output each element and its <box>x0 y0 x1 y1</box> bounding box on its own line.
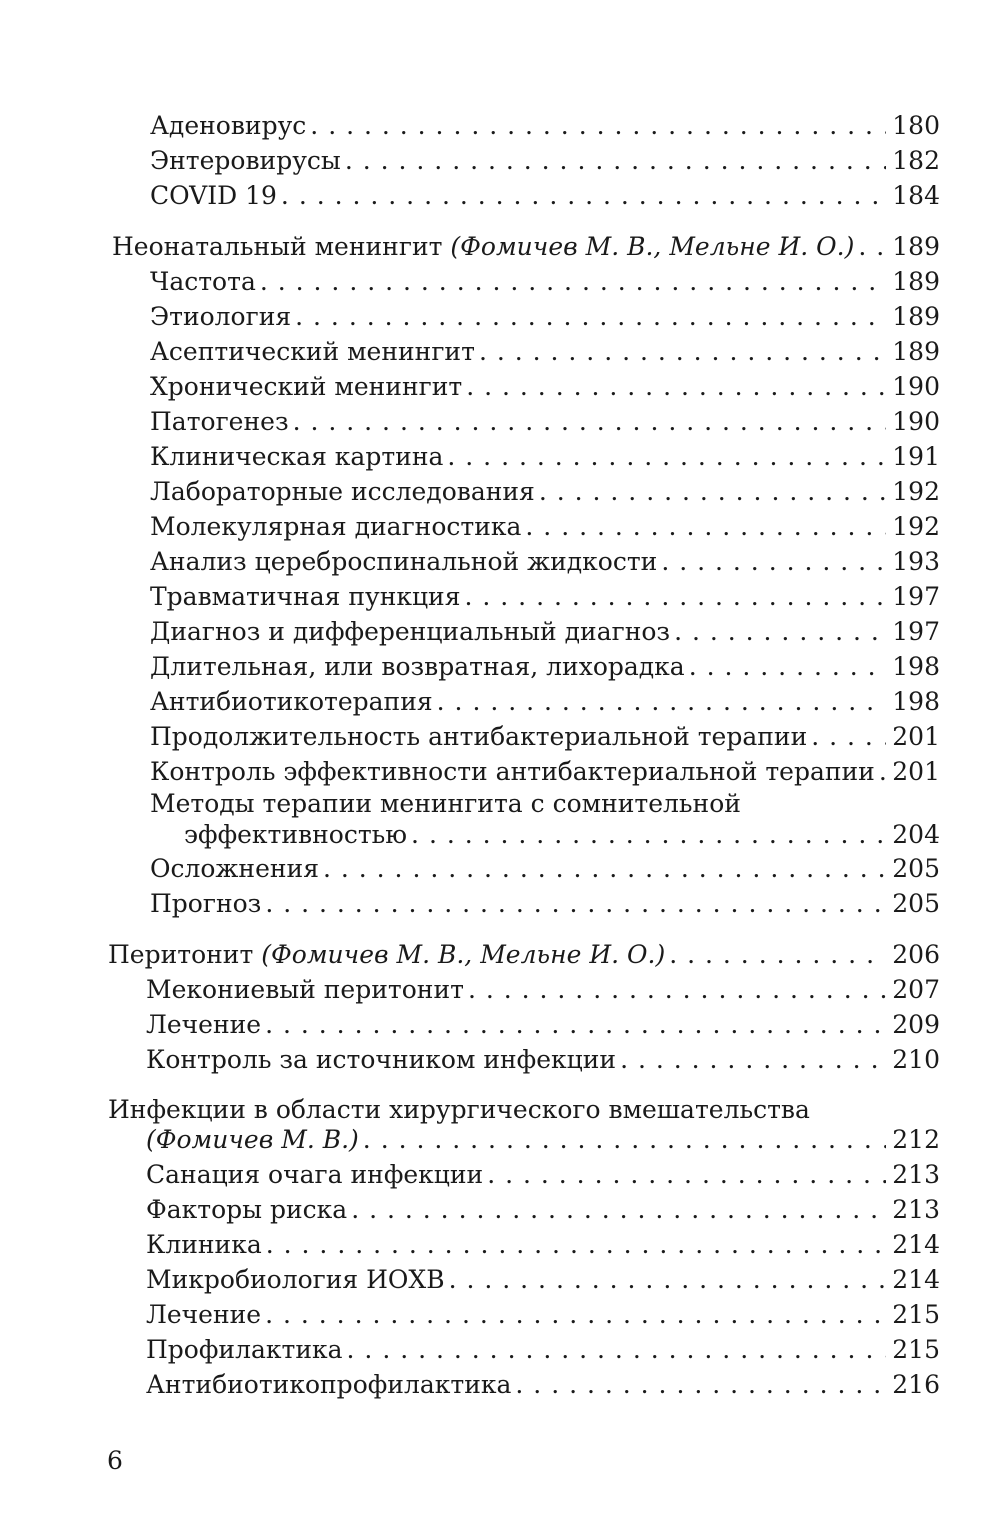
toc-entry-page: 198 <box>892 687 940 716</box>
toc-entry-title: Осложнения <box>150 854 319 883</box>
dot-leader <box>347 1334 887 1366</box>
toc-entry-page: 189 <box>892 302 940 331</box>
dot-leader <box>265 1299 886 1331</box>
toc-entry-title: Антибиотикотерапия <box>150 687 433 716</box>
section-title: Неонатальный менингит (Фомичев М. В., Мельне И. О.) <box>112 232 855 261</box>
section-title-line1: Инфекции в области хирургического вмешательства <box>108 1095 810 1124</box>
toc-entry-title: эффективностью <box>184 820 408 849</box>
toc-entry <box>146 974 940 1006</box>
toc-entry-page: 190 <box>892 372 940 401</box>
toc-entry <box>150 145 940 177</box>
toc-entry-page: 197 <box>892 617 940 646</box>
dot-leader <box>266 1229 887 1261</box>
dot-leader <box>281 180 886 212</box>
section-author: (Фомичев М. В., Мельне И. О.) <box>261 940 666 969</box>
toc-entry <box>146 1369 940 1401</box>
dot-leader <box>620 1044 886 1076</box>
dot-leader <box>449 1264 887 1296</box>
toc-entry-page: 215 <box>892 1300 940 1329</box>
dot-leader <box>351 1194 886 1226</box>
dot-leader <box>411 819 886 851</box>
toc-entry <box>150 546 940 578</box>
page-number: 6 <box>107 1446 123 1475</box>
toc-entry-title: Прогноз <box>150 889 262 918</box>
dot-leader <box>345 145 886 177</box>
toc-entry-title: Клиническая картина <box>150 442 444 471</box>
toc-entry-title: Аденовирус <box>150 111 307 140</box>
toc-entry-title: Лечение <box>146 1010 262 1039</box>
toc-section-heading <box>146 1124 940 1156</box>
toc-entry-title: Микробиология ИОХВ <box>146 1265 445 1294</box>
toc-entry-page: 213 <box>892 1160 940 1189</box>
dot-leader <box>310 110 886 142</box>
toc-entry-page: 189 <box>892 337 940 366</box>
toc-entry <box>150 581 940 613</box>
section-page: 212 <box>892 1125 940 1154</box>
toc-entry <box>150 371 940 403</box>
dot-leader <box>265 888 886 920</box>
toc-entry <box>146 1264 940 1296</box>
section-page: 206 <box>892 940 940 969</box>
toc-entry-title: Длительная, или возвратная, лихорадка <box>150 652 685 681</box>
toc-entry-title: Патогенез <box>150 407 289 436</box>
toc-entry <box>150 336 940 368</box>
dot-leader <box>465 581 887 613</box>
dot-leader <box>811 721 886 753</box>
toc-entry-page: 189 <box>892 267 940 296</box>
dot-leader <box>525 511 886 543</box>
section-author: (Фомичев М. В., Мельне И. О.) <box>450 232 855 261</box>
toc-entry <box>150 406 940 438</box>
toc-entry <box>146 1044 940 1076</box>
toc-entry-page: 205 <box>892 889 940 918</box>
section-title: Перитонит (Фомичев М. В., Мельне И. О.) <box>108 940 666 969</box>
toc-entry <box>150 853 940 885</box>
toc-entry <box>146 1009 940 1041</box>
toc-entry-page: 182 <box>892 146 940 175</box>
toc-entry-title: Факторы риска <box>146 1195 348 1224</box>
dot-leader <box>363 1124 886 1156</box>
toc-entry-title: Молекулярная диагностика <box>150 512 522 541</box>
toc-entry-title: Санация очага инфекции <box>146 1160 484 1189</box>
dot-leader <box>858 231 886 263</box>
toc-entry-page: 192 <box>892 512 940 541</box>
toc-entry-page: 207 <box>892 975 940 1004</box>
toc-entry-title-line1: Методы терапии менингита с сомнительной <box>150 789 741 818</box>
dot-leader <box>260 266 886 298</box>
dot-leader <box>293 406 887 438</box>
toc-entry <box>184 819 940 851</box>
toc-entry-title: Клиника <box>146 1230 262 1259</box>
dot-leader <box>879 756 886 788</box>
section-page: 189 <box>892 232 940 261</box>
toc-entry-title: Лечение <box>146 1300 262 1329</box>
toc-entry-title: Продолжительность антибактериальной терапии <box>150 722 808 751</box>
toc-entry-page: 184 <box>892 181 940 210</box>
section-author: (Фомичев М. В.) <box>146 1125 359 1154</box>
dot-leader <box>539 476 886 508</box>
dot-leader <box>487 1159 886 1191</box>
toc-entry-title: COVID 19 <box>150 181 277 210</box>
dot-leader <box>479 336 886 368</box>
toc-entry <box>150 441 940 473</box>
toc-entry-page: 214 <box>892 1265 940 1294</box>
toc-entry-title: Частота <box>150 267 256 296</box>
toc-entry-title: Хронический менингит <box>150 372 463 401</box>
toc-entry-title: Профилактика <box>146 1335 343 1364</box>
toc-entry <box>146 1194 940 1226</box>
dot-leader <box>447 441 886 473</box>
dot-leader <box>323 853 886 885</box>
toc-entry <box>150 180 940 212</box>
toc-entry-page: 201 <box>892 722 940 751</box>
dot-leader <box>466 371 886 403</box>
toc-section-heading <box>112 231 940 263</box>
toc-entry <box>146 1334 940 1366</box>
dot-leader <box>515 1369 886 1401</box>
toc-entry <box>146 1159 940 1191</box>
toc-entry-title: Энтеровирусы <box>150 146 341 175</box>
toc-entry-page: 198 <box>892 652 940 681</box>
toc-entry-page: 197 <box>892 582 940 611</box>
toc-entry-page: 210 <box>892 1045 940 1074</box>
toc-entry-title: Контроль за источником инфекции <box>146 1045 617 1074</box>
dot-leader <box>437 686 887 718</box>
toc-section-heading <box>108 939 940 971</box>
toc-entry-title: Антибиотикопрофилактика <box>146 1370 512 1399</box>
toc-entry <box>146 1229 940 1261</box>
dot-leader <box>265 1009 886 1041</box>
dot-leader <box>468 974 886 1006</box>
toc-entry <box>150 756 940 788</box>
toc-entry <box>150 721 940 753</box>
dot-leader <box>295 301 886 333</box>
toc-entry-title: Асептический менингит <box>150 337 475 366</box>
toc-entry-title: Лабораторные исследования <box>150 477 535 506</box>
toc-entry-title: Мекониевый перитонит <box>146 975 464 1004</box>
toc-entry <box>150 888 940 920</box>
toc-entry <box>150 686 940 718</box>
dot-leader <box>689 651 887 683</box>
toc-entry <box>150 476 940 508</box>
toc-entry-page: 215 <box>892 1335 940 1364</box>
toc-entry-page: 180 <box>892 111 940 140</box>
toc-entry-page: 213 <box>892 1195 940 1224</box>
toc-entry <box>150 301 940 333</box>
toc-entry <box>150 110 940 142</box>
toc-entry-page: 190 <box>892 407 940 436</box>
toc-entry-page: 209 <box>892 1010 940 1039</box>
dot-leader <box>674 616 886 648</box>
toc-entry-title: Анализ цереброспинальной жидкости <box>150 547 658 576</box>
toc-entry-page: 214 <box>892 1230 940 1259</box>
toc-entry-page: 216 <box>892 1370 940 1399</box>
toc-entry-title: Диагноз и дифференциальный диагноз <box>150 617 671 646</box>
toc-entry-title: Этиология <box>150 302 292 331</box>
toc-entry-page: 205 <box>892 854 940 883</box>
toc-entry-page: 192 <box>892 477 940 506</box>
toc-entry-page: 201 <box>892 757 940 786</box>
toc-entry-title: Контроль эффективности антибактериальной терапии <box>150 757 875 786</box>
toc-entry <box>150 266 940 298</box>
toc-entry <box>146 1299 940 1331</box>
dot-leader <box>669 939 886 971</box>
toc-entry-page: 193 <box>892 547 940 576</box>
toc-entry <box>150 511 940 543</box>
toc-entry-page: 191 <box>892 442 940 471</box>
toc-entry-title: Травматичная пункция <box>150 582 461 611</box>
dot-leader <box>661 546 886 578</box>
toc-entry <box>150 616 940 648</box>
toc-entry <box>150 651 940 683</box>
toc-entry-page: 204 <box>892 820 940 849</box>
